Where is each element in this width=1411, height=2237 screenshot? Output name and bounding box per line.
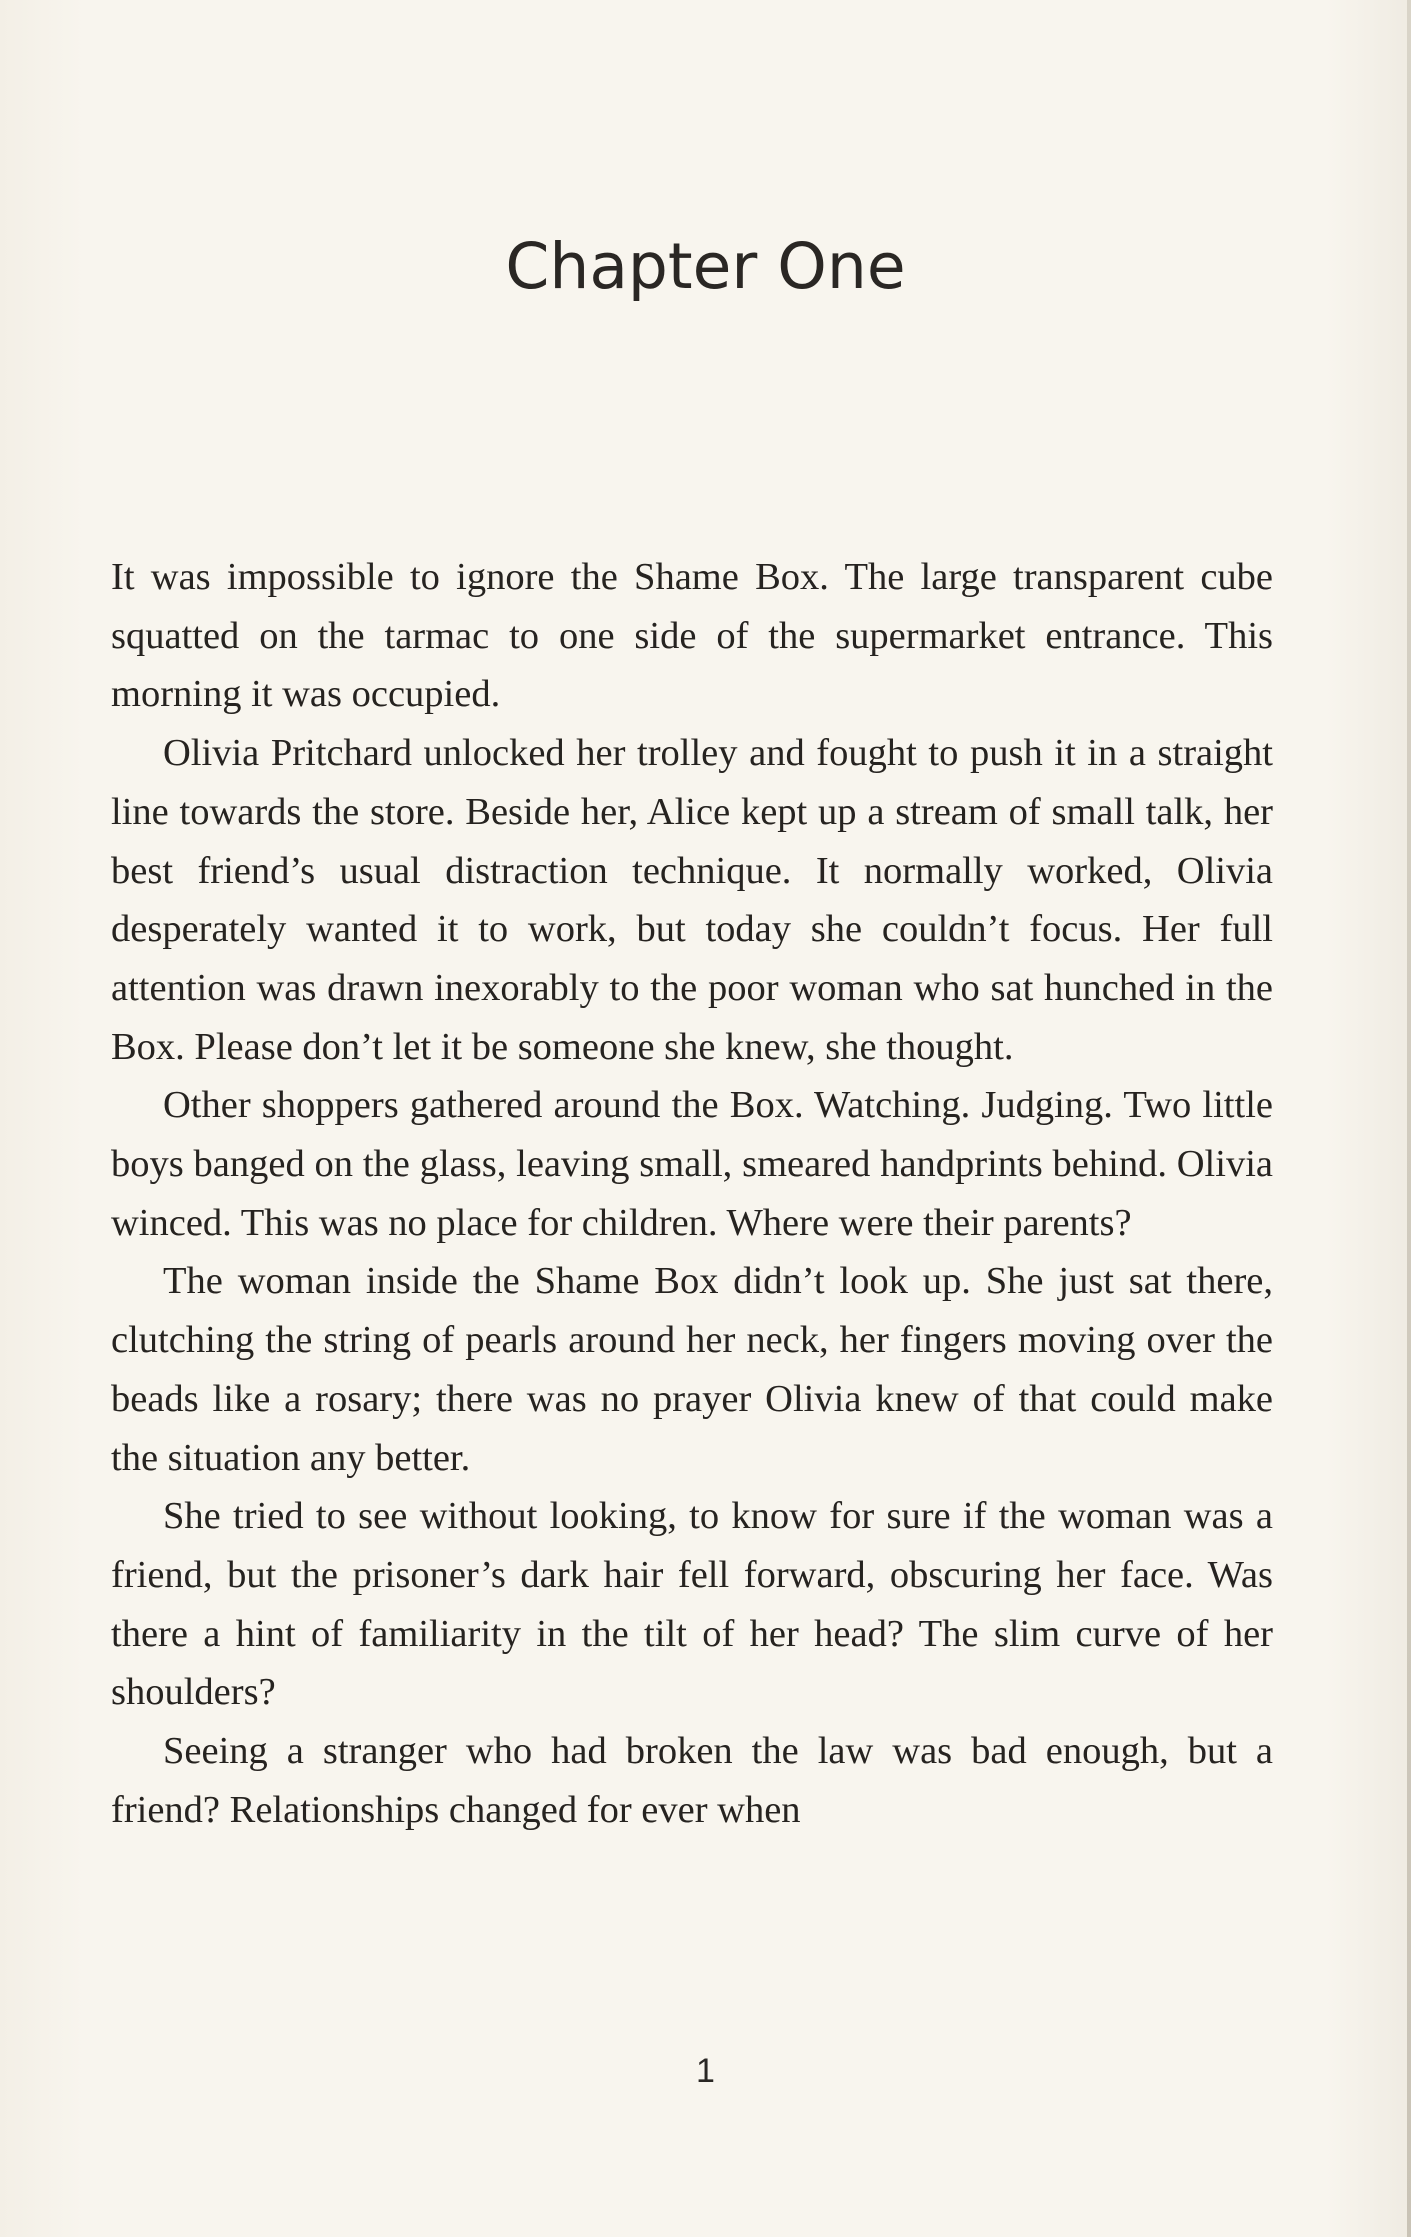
paragraph-4: The woman inside the Shame Box didn’t look up. She just sat there, clutching the string of pearls around her neck, her fingers moving over the beads like a rosary; there was no prayer Olivia knew of that could make the situation any better. <box>111 1260 1273 1479</box>
paragraph-2: Olivia Pritchard unlocked her trolley and fought to push it in a straight line towards the store. Beside her, Alice kept up a stream of small talk, her best friend’s usual distraction technique. It normally worked, Olivia desperately wanted it to work, but today she couldn’t focus. Her full attention was drawn inexorably to the poor woman who sat hunched in the Box. Please don’t let it be someone she knew, she thought. <box>111 732 1273 1068</box>
paragraph-1: It was impossible to ignore the Shame Box. The large transparent cube squatted on the tarmac to one side of the supermarket entrance. This morning it was occupied. <box>111 556 1273 716</box>
paragraph-6: Seeing a stranger who had broken the law was bad enough, but a friend? Relationships changed for ever when <box>111 1730 1273 1831</box>
paragraph-3: Other shoppers gathered around the Box. Watching. Judging. Two little boys banged on the glass, leaving small, smeared handprints behind. Olivia winced. This was no place for children. Where were their parents? <box>111 1084 1273 1244</box>
paragraph-5: She tried to see without looking, to know for sure if the woman was a friend, but the prisoner’s dark hair fell forward, obscuring her face. Was there a hint of familiarity in the tilt of her head? The slim curve of her shoulders? <box>111 1495 1273 1714</box>
page-edge <box>1407 0 1411 2237</box>
page-number: 1 <box>696 2052 715 2090</box>
chapter-body <box>111 548 1273 1839</box>
chapter-title: Chapter One <box>505 230 906 303</box>
